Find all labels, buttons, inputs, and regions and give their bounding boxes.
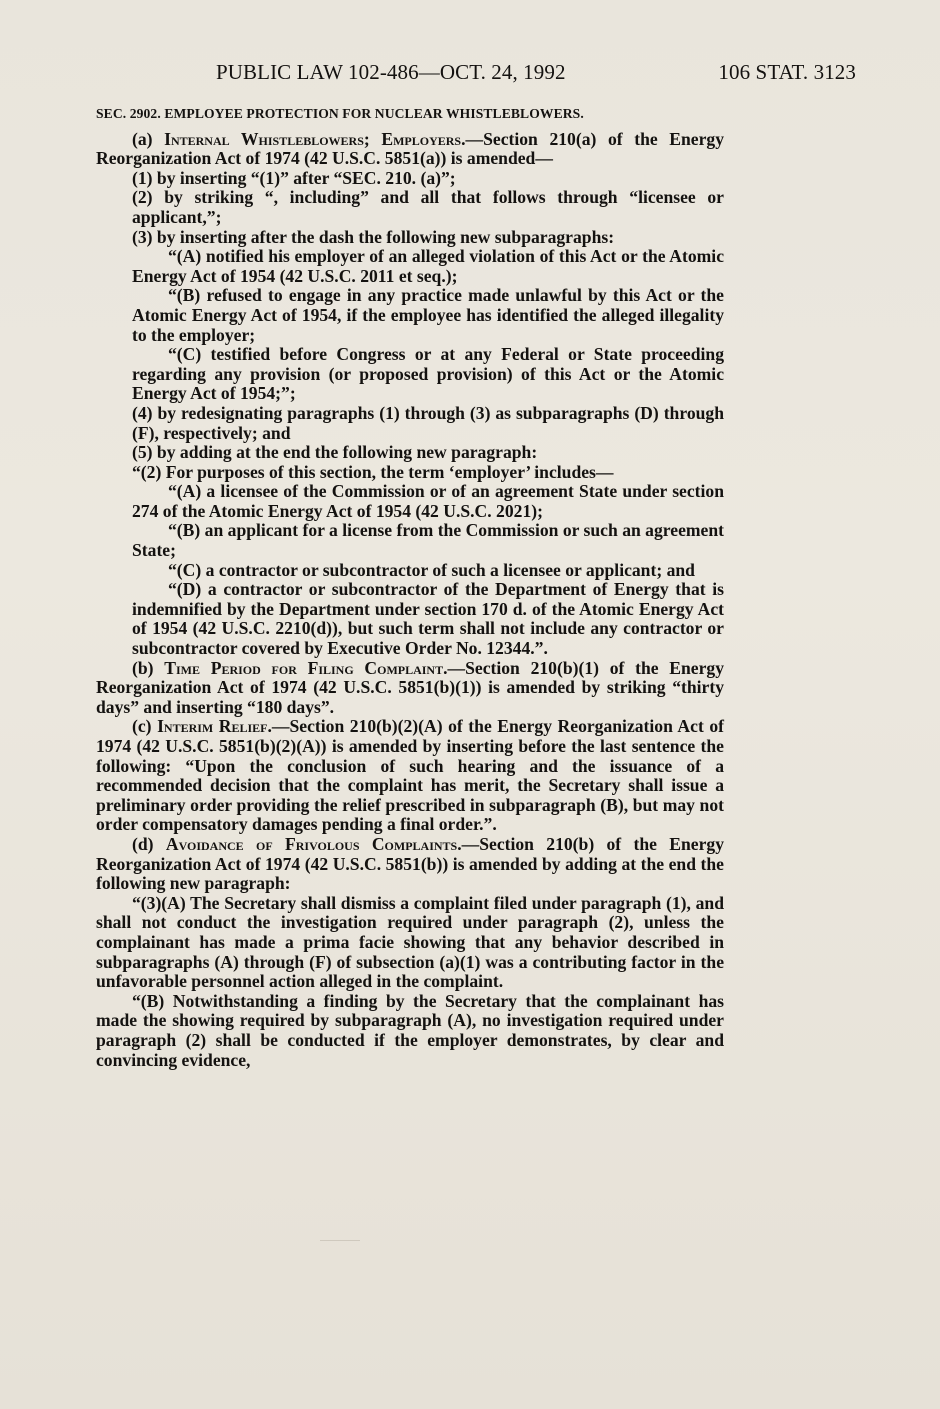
clause-a3: (3) by inserting after the dash the following new subparagraphs:: [132, 226, 615, 247]
paragraph-b-heading: Time Period for Filing Complaint.: [164, 657, 448, 678]
quoted-subpara-C: “(C) testified before Congress or at any Federal or State proceeding regarding any provision (or proposed provision) of this Act or the Atomic Energy Act of 1954;”;: [132, 344, 724, 404]
paragraph-c-text: —Section 210(b)(2)(A) of the Energy Reorganization Act of 1974 (42 U.S.C. 5851(b)(2)(A)) is amended by inserting before the last sentence the following: “Upon the conclusion of such hearing and the issuance of a recommended decision that the complaint has merit, the Secretary shall issue a preliminary order providing the relief prescribed in subparagraph (B), but may not order compensatory damages pending a final order.”.: [96, 716, 724, 835]
paragraph-b: [96, 659, 724, 718]
quoted-subpara-2B: “(B) an applicant for a license from the Commission or such an agreement State;: [132, 520, 724, 561]
paragraph-d-heading: Avoidance of Frivolous Complaints.: [165, 833, 462, 854]
quoted-subpara-B: “(B) refused to engage in any practice made unlawful by this Act or the Atomic Energy Act of 1954, if the employee has identified the alleged illegality to the employer;: [132, 285, 724, 345]
quoted-paragraph-3B: “(B) Notwithstanding a finding by the Secretary that the complainant has made the showing required by subparagraph (A), no investigation required under paragraph (2) shall be conducted if the employer demonstrates, by clear and convincing evidence,: [96, 990, 724, 1070]
paragraph-a-heading: Internal Whistleblowers; Employers.: [164, 128, 466, 149]
quoted-subpara-2A: “(A) a licensee of the Commission or of an agreement State under section 274 of the Atomic Energy Act of 1954 (42 U.S.C. 2021);: [132, 481, 724, 521]
document-body: [96, 104, 724, 1070]
paragraph-d: [96, 835, 724, 894]
paragraph-a: [96, 130, 724, 169]
clause-a2: (2) by striking “, including” and all that follows through “licensee or applicant,”;: [132, 187, 724, 227]
quoted-subpara-A: “(A) notified his employer of an alleged violation of this Act or the Atomic Energy Act of 1954 (42 U.S.C. 2011 et seq.);: [132, 246, 724, 286]
page-header-stat: 106 STAT. 3123: [718, 60, 856, 84]
paragraph-c: [96, 717, 724, 835]
quoted-paragraph-3A: “(3)(A) The Secretary shall dismiss a complaint filed under paragraph (1), and shall not conduct the investigation required under paragraph (2), unless the complainant has made a prima facie showing that any behavior described in subparagraphs (A) through (F) of subsection (a)(1) was a contributing factor in the unfavorable personnel action alleged in the complaint.: [96, 892, 724, 992]
quoted-paragraph-2: “(2) For purposes of this section, the term ‘employer’ includes—: [132, 461, 614, 482]
clause-a1: (1) by inserting “(1)” after “SEC. 210. (a)”;: [132, 167, 456, 188]
section-heading: SEC. 2902. EMPLOYEE PROTECTION FOR NUCLEAR WHISTLEBLOWERS.: [96, 106, 584, 121]
page-header-title: PUBLIC LAW 102-486—OCT. 24, 1992: [216, 60, 566, 84]
clause-a5: (5) by adding at the end the following new paragraph:: [132, 442, 538, 463]
paragraph-b-label: (b): [132, 657, 154, 678]
paragraph-b-text: —Section 210(b)(1) of the Energy Reorganization Act of 1974 (42 U.S.C. 5851(b)(1)) is amended by striking “thirty days” and inserting “180 days”.: [96, 657, 724, 717]
paragraph-d-text: —Section 210(b) of the Energy Reorganization Act of 1974 (42 U.S.C. 5851(b)) is amended by adding at the end the following new paragraph:: [96, 833, 725, 894]
paragraph-a-label: (a): [132, 128, 153, 149]
quoted-subpara-2C: “(C) a contractor or subcontractor of such a licensee or applicant; and: [168, 559, 695, 580]
paragraph-c-label: (c): [132, 716, 152, 737]
paragraph-c-heading: Interim Relief.: [157, 716, 272, 737]
paragraph-d-label: (d): [132, 833, 154, 854]
paragraph-a-text: —Section 210(a) of the Energy Reorganization Act of 1974 (42 U.S.C. 5851(a)) is amended—: [96, 128, 725, 169]
page-header: [96, 60, 864, 90]
scan-mark: [320, 1240, 360, 1241]
clause-a4: (4) by redesignating paragraphs (1) through (3) as subparagraphs (D) through (F), respectively; and: [132, 402, 724, 443]
quoted-subpara-2D: “(D) a contractor or subcontractor of the Department of Energy that is indemnified by the Department under section 170 d. of the Atomic Energy Act of 1954 (42 U.S.C. 2210(d)), but such term shall not include any contractor or subcontractor covered by Executive Order No. 12344.”.: [132, 579, 724, 659]
